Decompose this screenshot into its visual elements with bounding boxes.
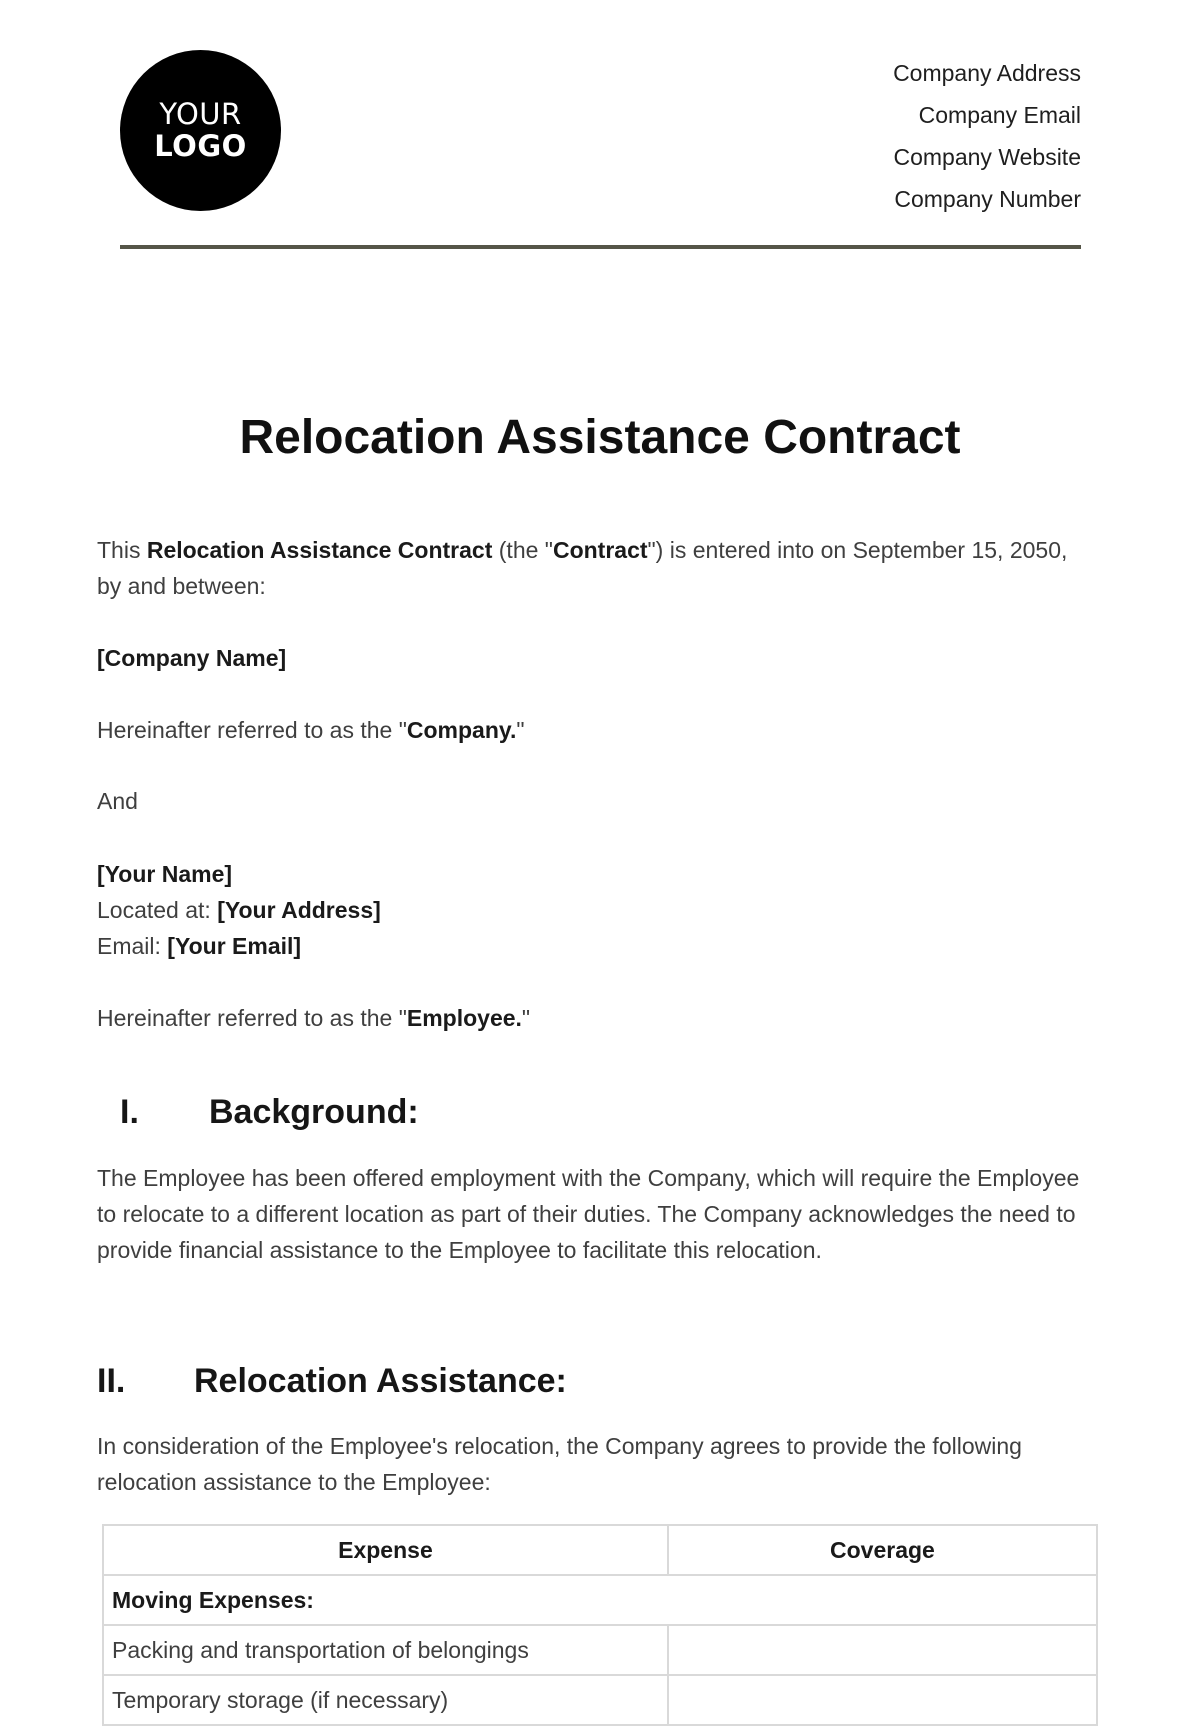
intro-contract-name: Relocation Assistance Contract	[146, 537, 493, 563]
email-label: Email:	[97, 933, 168, 959]
intro-paragraph	[97, 532, 1097, 604]
company-ref-term: Company.	[406, 717, 517, 743]
relocation-assistance-paragraph: In consideration of the Employee's relocation, the Company agrees to provide the following relocation assistance to the Employee:	[97, 1433, 1022, 1495]
company-ref-pre: Hereinafter referred to as the "	[97, 717, 407, 743]
section-title: Relocation Assistance:	[194, 1362, 567, 1400]
table-row	[103, 1675, 1097, 1725]
section-heading-background	[120, 1093, 419, 1132]
table-section-row	[103, 1575, 1097, 1625]
employee-ref-term: Employee.	[406, 1005, 522, 1031]
expense-cell: Temporary storage (if necessary)	[103, 1675, 668, 1725]
intro-mid: (the "	[492, 537, 553, 563]
logo-text-logo: LOGO	[154, 128, 247, 163]
section-title: Background:	[209, 1093, 419, 1131]
intro-post: ") is entered into on September 15, 2050, by and between:	[97, 537, 1068, 599]
employee-ref-post: "	[521, 1005, 531, 1031]
company-logo	[120, 50, 281, 211]
employee-address: [Your Address]	[217, 897, 381, 923]
coverage-cell	[668, 1625, 1097, 1675]
intro-pre: This	[97, 537, 147, 563]
coverage-cell	[668, 1675, 1097, 1725]
employee-block	[97, 856, 1097, 964]
table-header-row	[103, 1525, 1097, 1575]
header-coverage: Coverage	[668, 1525, 1097, 1575]
company-reference	[97, 712, 1097, 748]
relocation-expense-table	[102, 1524, 1098, 1726]
employee-name: [Your Name]	[97, 861, 233, 887]
employee-reference	[97, 1000, 1097, 1036]
section-heading-relocation-assistance	[97, 1362, 567, 1401]
section-number: I.	[120, 1093, 139, 1131]
company-website: Company Website	[893, 144, 1081, 170]
employee-ref-pre: Hereinafter referred to as the "	[97, 1005, 407, 1031]
and-text: And	[97, 788, 138, 814]
company-number: Company Number	[894, 186, 1081, 212]
company-email: Company Email	[918, 102, 1081, 128]
company-contact-block	[893, 52, 1081, 220]
company-name-placeholder	[97, 640, 1097, 676]
intro-contract-short: Contract	[552, 537, 648, 563]
section-number: II.	[97, 1362, 126, 1400]
document-title: Relocation Assistance Contract	[239, 411, 961, 464]
background-paragraph: The Employee has been offered employment with the Company, which will require the Employee to relocate to a different location as part of their duties. The Company acknowledges the need to provide financial assistance to the Employee to facilitate this relocation.	[97, 1165, 1080, 1263]
company-name: [Company Name]	[97, 645, 287, 671]
expense-cell: Packing and transportation of belongings	[103, 1625, 668, 1675]
header-divider	[120, 245, 1081, 249]
table-row	[103, 1625, 1097, 1675]
employee-email: [Your Email]	[167, 933, 302, 959]
located-label: Located at:	[97, 897, 218, 923]
logo-text-your: YOUR	[159, 97, 242, 132]
company-ref-post: "	[516, 717, 525, 743]
company-address: Company Address	[893, 60, 1081, 86]
header-expense: Expense	[103, 1525, 668, 1575]
section-moving-expenses: Moving Expenses:	[103, 1575, 1097, 1625]
